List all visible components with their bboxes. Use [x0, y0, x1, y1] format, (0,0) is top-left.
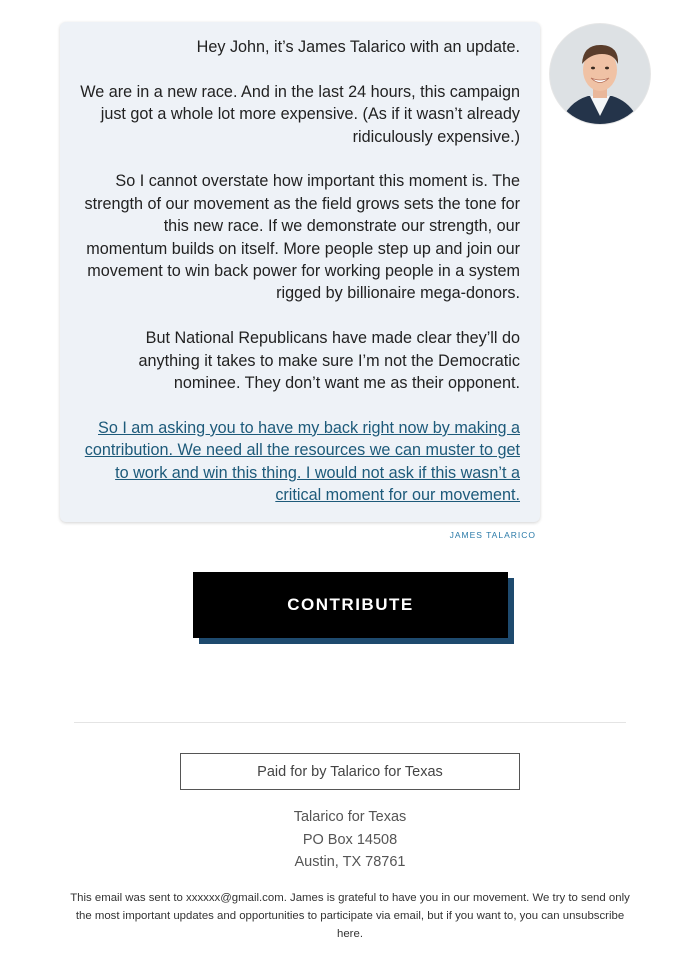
address-line: Talarico for Texas	[293, 809, 407, 825]
avatar-photo-icon	[550, 24, 650, 124]
paragraph-2: So I cannot overstate how important this moment is. The strength of our movement as the field grows sets the tone for this new race. If we demonstrate our strength, our momentum builds on itself. More people step up and join our movement to win back power for working people in a system rigged by billionaire mega-donors.	[84, 172, 520, 303]
avatar	[550, 24, 650, 124]
greeting-text: Hey John, it’s James Talarico with an update.	[196, 38, 520, 56]
address-line: Austin, TX 78761	[294, 854, 406, 870]
contribution-link[interactable]: So I am asking you to have my back right now by making a contribution. We need all the resources we can muster to get to work and win this thing. I would not ask if this wasn’t a critical moment for our movement.	[84, 418, 520, 505]
unsubscribe-link[interactable]: unsubscribe here.	[337, 910, 625, 940]
footer-divider	[74, 722, 626, 723]
paragraph-1: We are in a new race. And in the last 24 hours, this campaign just got a whole lot more expensive. (As if it wasn’t already ridiculously expensive.)	[80, 82, 520, 146]
signature: JAMES TALARICO	[449, 530, 536, 540]
footer-note	[70, 889, 630, 943]
message-bubble	[60, 22, 540, 522]
contribute-button[interactable]: CONTRIBUTE	[193, 572, 508, 638]
contribute-button-wrapper	[193, 572, 515, 644]
footer-note-text: This email was sent to xxxxxx@gmail.com. James is grateful to have you in our movement. We try to send only the most important updates and opportunities to participate via email, but if you want to, you can	[70, 892, 630, 922]
address-line: PO Box 14508	[302, 831, 398, 848]
mailing-address	[0, 806, 700, 874]
paid-for-disclaimer: Paid for by Talarico for Texas	[180, 753, 520, 790]
paragraph-3: But National Republicans have made clear they’ll do anything it takes to make sure I’m not the Democratic nominee. They don’t want me as their opponent.	[138, 329, 520, 393]
